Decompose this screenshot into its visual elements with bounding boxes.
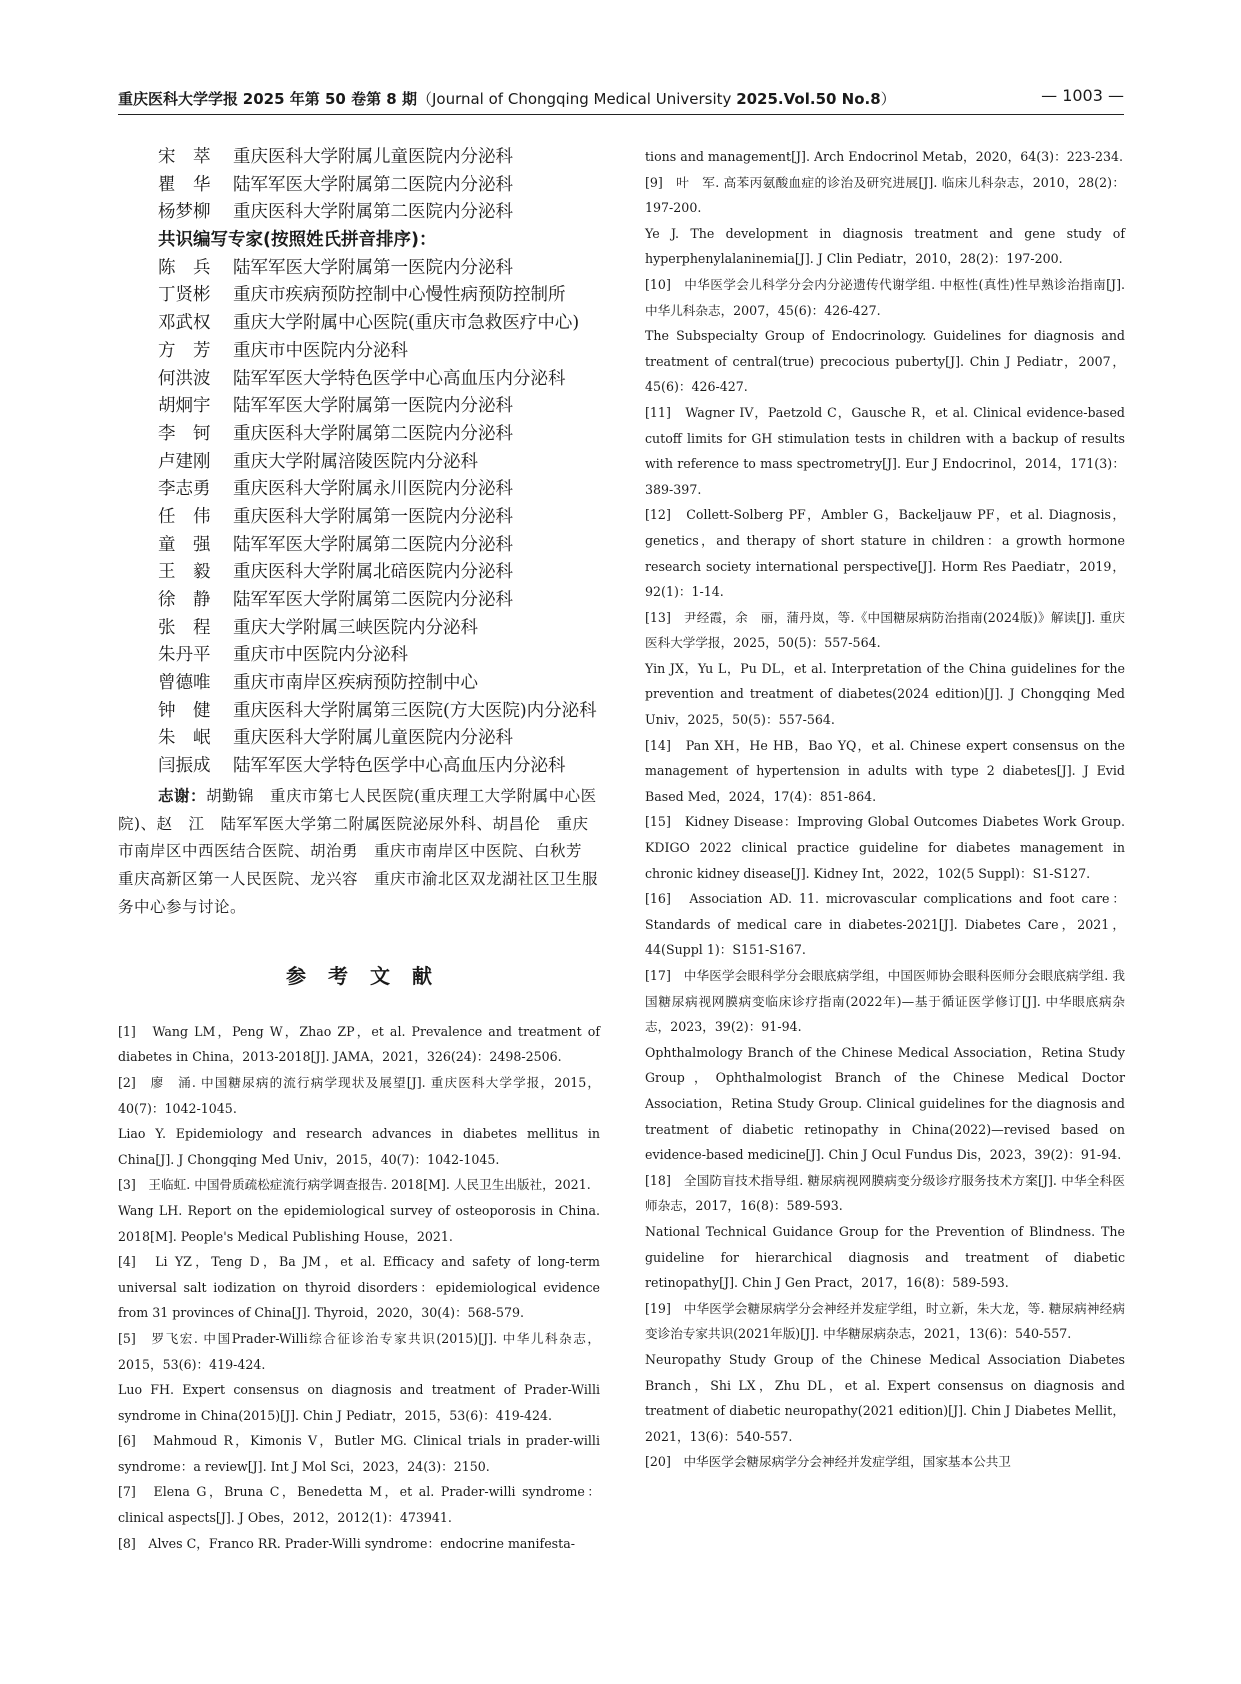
person-organization: 重庆医科大学附属儿童医院内分泌科 [233,728,513,749]
reference-entry: [7] Elena G，Bruna C，Benedetta M，et al. Prader-willi syndrome：clinical aspects[J]. J Obes，2012，2012(1)：473941. [118,1484,600,1526]
affiliation-row [118,725,600,753]
reference-translation: Yin JX，Yu L，Pu DL，et al. Interpretation of the China guidelines for the prevention and treatment of diabetes(2024 edition)[J]. J Chongqing Med Univ，2025，50(5)：557-564. [645,660,1125,728]
person-organization: 重庆大学附属涪陵医院内分泌科 [233,451,478,472]
person-name: 朱丹平 [158,645,211,666]
person-name: 杨梦柳 [158,202,211,223]
reference-entry: [20] 中华医学会糖尿病学分会神经并发症学组，国家基本公共卫 [645,1454,1011,1470]
reference-entry: [10] 中华医学会儿科学分会内分泌遗传代谢学组. 中枢性(真性)性早熟诊治指南[J]. 中华儿科杂志，2007，45(6)：426-427. [645,276,1125,318]
person-name: 宋 萃 [158,147,211,167]
person-name: 童 强 [158,534,211,555]
affiliation-row [118,615,600,643]
affiliation-row [118,338,600,366]
reference-entry: [17] 中华医学会眼科学分会眼底病学组，中国医师协会眼科医师分会眼底病学组. 我国糖尿病视网膜病变临床诊疗指南(2022年)—基于循证医学修订[J]. 中华眼底病杂志，2023，39(2)：91-94. [645,968,1125,1035]
person-organization: 重庆医科大学附属北碚医院内分泌科 [233,562,513,583]
person-organization: 陆军军医大学附属第一医院内分泌科 [233,257,513,278]
journal-name-cn: 重庆医科大学学报 [118,90,239,108]
person-organization: 重庆大学附属中心医院(重庆市急救医疗中心) [233,313,580,334]
affiliation-list [118,144,600,227]
journal-issue-cn: 2025 年第 50 卷第 8 期 [242,90,417,108]
person-name: 曾德唯 [158,673,211,694]
reference-entry: [8] Alves C，Franco RR. Prader-Willi syndrome：endocrine manifesta- [118,1535,575,1551]
person-name: 丁贤彬 [158,285,211,306]
reference-entry: [1] Wang LM，Peng W，Zhao ZP，et al. Prevalence and treatment of diabetes in China，2013-2018[J]. JAMA，2021，326(24)：2498-2506. [118,1023,600,1065]
affiliation-row [118,670,600,698]
person-organization: 重庆医科大学附属儿童医院内分泌科 [233,147,513,167]
person-name: 胡炯宇 [158,396,211,417]
person-name: 徐 静 [158,590,211,610]
person-organization: 重庆医科大学附属永川医院内分泌科 [233,479,513,500]
reference-list-left [118,1019,600,1556]
person-organization: 陆军军医大学附属第二医院内分泌科 [233,590,513,610]
person-organization: 重庆医科大学附属第一医院内分泌科 [233,506,513,527]
reference-entry: [3] 王临虹. 中国骨质疏松症流行病学调查报告. 2018[M]. 人民卫生出版社，2021. [118,1177,591,1193]
person-name: 张 程 [158,617,211,638]
person-name: 闫振成 [158,756,211,777]
reference-translation: The Subspecialty Group of Endocrinology. Guidelines for diagnosis and treatment of central(true) precocious puberty[J]. Chin J Pediatr，2007，45(6)：426-427. [645,328,1125,395]
person-name: 方 芳 [158,340,211,361]
person-name: 李 钶 [158,423,211,444]
affiliation-row [118,310,600,338]
reference-translation: Ophthalmology Branch of the Chinese Medical Association，Retina Study Group，Ophthalmologist Branch of the Chinese Medical Doctor Association，Retina Study Group. Clinical guidelines for the diagnosis and treatment of diabetic retinopathy in China(2022)—revised based on evidence-based medicine[J]. Chin J Ocul Fundus Dis，2023，39(2)：91-94. [645,1044,1125,1163]
reference-translation: Luo FH. Expert consensus on diagnosis and treatment of Prader-Willi syndrome in China(2015)[J]. Chin J Pediatr，2015，53(6)：419-424. [118,1382,600,1423]
affiliation-row [118,559,600,587]
person-organization: 重庆大学附属三峡医院内分泌科 [233,617,478,638]
affiliation-row [118,642,600,670]
reference-list-right [645,144,1125,1475]
journal-name-en: （Journal of Chongqing Medical University [416,90,737,108]
person-organization: 陆军军医大学附属第一医院内分泌科 [233,396,513,417]
person-organization: 陆军军医大学特色医学中心高血压内分泌科 [233,756,566,777]
reference-entry: [6] Mahmoud R，Kimonis V，Butler MG. Clinical trials in prader-willi syndrome：a review[J]. Int J Mol Sci，2023，24(3)：2150. [118,1433,600,1474]
reference-entry: [19] 中华医学会糖尿病学分会神经并发症学组，时立新，朱大龙，等. 糖尿病神经病变诊治专家共识(2021年版)[J]. 中华糖尿病杂志，2021，13(6)：540-557. [645,1300,1125,1342]
person-organization: 重庆医科大学附属第二医院内分泌科 [233,423,513,444]
person-name: 陈 兵 [158,257,211,278]
person-organization: 重庆市疾病预防控制中心慢性病预防控制所 [233,285,566,306]
affiliation-row [118,172,600,200]
affiliation-row [118,532,600,560]
person-name: 朱 岷 [158,728,211,749]
reference-entry: [4] Li YZ，Teng D，Ba JM，et al. Efficacy and safety of long-term universal salt iodization on thyroid disorders：epidemiological evidence from 31 provinces of China[J]. Thyroid，2020，30(4)：568-579. [118,1254,600,1321]
affiliation-row [118,449,600,477]
left-column [118,144,600,1556]
person-name: 何洪波 [158,368,211,389]
running-header [118,86,1124,115]
writers-list [118,255,600,781]
affiliation-row [118,504,600,532]
person-name: 任 伟 [158,506,211,527]
reference-translation: National Technical Guidance Group for the Prevention of Blindness. The guideline for hierarchical diagnosis and treatment of diabetic retinopathy[J]. Chin J Gen Pract，2017，16(8)：589-593. [645,1223,1125,1291]
reference-entry: [15] Kidney Disease：Improving Global Outcomes Diabetes Work Group. KDIGO 2022 clinical practice guideline for diabetes management in chronic kidney disease[J]. Kidney Int，2022，102(5 Suppl)：S1-S127. [645,814,1125,881]
person-organization: 重庆医科大学附属第三医院(方大医院)内分泌科 [233,700,597,721]
reference-entry: tions and management[J]. Arch Endocrinol Metab，2020，64(3)：223-234. [645,149,1124,164]
acknowledgement-text: 胡勤锦 重庆市第七人民医院(重庆理工大学附属中心医院)、赵 江 陆军军医大学第二附属医院泌尿外科、胡昌伦 重庆市南岸区中西医结合医院、胡治勇 重庆市南岸区中医院、白秋芳 重庆高新区第一人民医院、龙兴容 重庆市渝北区双龙湖社区卫生服务中心参与讨论。 [118,786,599,916]
reference-entry: [18] 全国防盲技术指导组. 糖尿病视网膜病变分级诊疗服务技术方案[J]. 中华全科医师杂志，2017，16(8)：589-593. [645,1172,1125,1214]
affiliation-row [118,366,600,394]
reference-entry: [12] Collett-Solberg PF，Ambler G，Backeljauw PF，et al. Diagnosis，genetics，and therapy of short stature in children：a growth hormone research society international perspective[J]. Horm Res Paediatr，2019，92(1)：1-14. [645,507,1125,600]
reference-entry: [14] Pan XH，He HB，Bao YQ，et al. Chinese expert consensus on the management of hypertension in adults with type 2 diabetes[J]. J Evid Based Med，2024，17(4)：851-864. [645,737,1125,804]
reference-entry: [2] 廖 涌. 中国糖尿病的流行病学现状及展望[J]. 重庆医科大学学报，2015，40(7)：1042-1045. [118,1074,600,1116]
affiliation-row [118,199,600,227]
reference-entry: [13] 尹经霞，余 丽，蒲丹岚，等.《中国糖尿病防治指南(2024版)》解读[J]. 重庆医科大学学报，2025，50(5)：557-564. [645,609,1125,651]
reference-entry: [11] Wagner IV，Paetzold C，Gausche R，et al. Clinical evidence-based cutoff limits for GH stimulation tests in children with a backup of results with reference to mass spectrometry[J]. Eur J Endocrinol，2014，171(3)：389-397. [645,404,1125,497]
reference-translation: Ye J. The development in diagnosis treatment and gene study of hyperphenylalaninemia[J]. J Clin Pediatr，2010，28(2)：197-200. [645,225,1125,267]
reference-translation: Wang LH. Report on the epidemiological survey of osteoporosis in China. 2018[M]. People's Medical Publishing House，2021. [118,1202,600,1244]
person-name: 李志勇 [158,479,211,500]
acknowledgement [118,783,600,922]
reference-translation: Liao Y. Epidemiology and research advances in diabetes mellitus in China[J]. J Chongqing Med Univ，2015，40(7)：1042-1045. [118,1126,600,1167]
person-name: 邓武权 [158,313,211,334]
right-column [645,144,1125,1475]
person-organization: 重庆市中医院内分泌科 [233,340,408,361]
person-name: 瞿 华 [158,174,211,195]
person-organization: 陆军军医大学特色医学中心高血压内分泌科 [233,368,566,389]
journal-volume-en: 2025.Vol.50 No.8 [736,90,881,108]
reference-entry: [9] 叶 军. 高苯丙氨酸血症的诊治及研究进展[J]. 临床儿科杂志，2010，28(2)：197-200. [645,174,1125,216]
person-organization: 重庆市中医院内分泌科 [233,645,408,666]
page-number: — 1003 — [1041,86,1124,105]
journal-en-close: ） [880,90,896,108]
affiliation-row [118,698,600,726]
affiliation-row [118,421,600,449]
affiliation-row [118,282,600,310]
reference-translation: Neuropathy Study Group of the Chinese Medical Association Diabetes Branch，Shi LX，Zhu DL，et al. Expert consensus on diagnosis and treatment of diabetic neuropathy(2021 edition)[J]. Chin J Diabetes Mellit，2021，13(6)：540-557. [645,1351,1125,1444]
affiliation-row [118,393,600,421]
references-title: 参考文献 [286,963,454,988]
person-name: 卢建刚 [158,451,211,472]
person-name: 王 毅 [158,562,211,583]
person-organization: 陆军军医大学附属第二医院内分泌科 [233,174,513,195]
person-organization: 重庆医科大学附属第二医院内分泌科 [233,202,513,223]
person-name: 钟 健 [158,700,211,721]
writers-heading: 共识编写专家(按照姓氏拼音排序)： [158,230,437,251]
reference-entry: [5] 罗飞宏. 中国Prader-Willi综合征诊治专家共识(2015)[J]. 中华儿科杂志，2015，53(6)：419-424. [118,1330,600,1372]
acknowledgement-label: 志谢： [158,786,207,805]
affiliation-row [118,587,600,615]
journal-citation [118,88,896,109]
person-organization: 重庆市南岸区疾病预防控制中心 [233,673,478,694]
affiliation-row [118,255,600,283]
affiliation-row [118,476,600,504]
person-organization: 陆军军医大学附属第二医院内分泌科 [233,534,513,555]
affiliation-row [118,144,600,172]
affiliation-row [118,753,600,781]
reference-entry: [16] Association AD. 11. microvascular complications and foot care：Standards of medical care in diabetes-2021[J]. Diabetes Care，2021，44(Suppl 1)：S151-S167. [645,891,1125,958]
